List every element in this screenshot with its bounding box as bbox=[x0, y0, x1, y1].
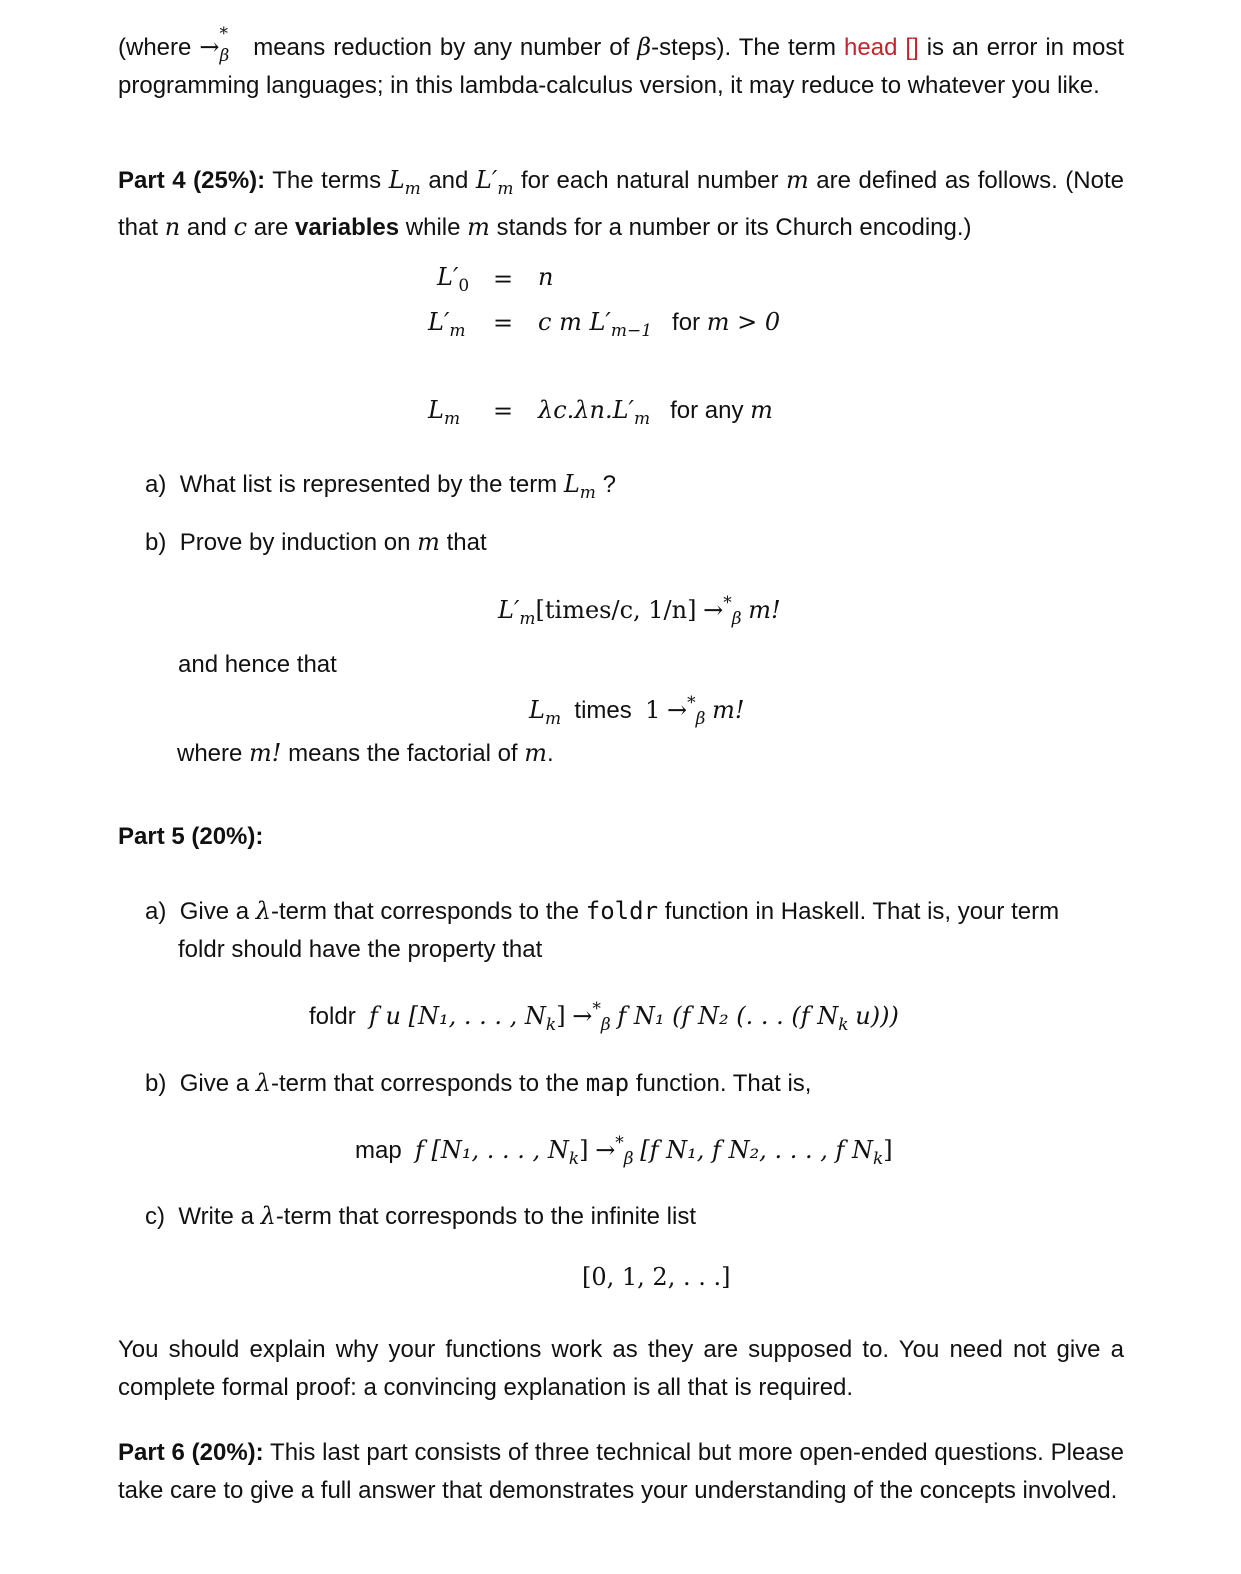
intro-paragraph: (where → * β means reduction by any number of β-steps). The term head [] is an error in most programming languages; in this lambda-calculus version, it may reduce to whatever you like. bbox=[118, 24, 1125, 99]
eq2-equals: = bbox=[493, 309, 514, 337]
part5-heading: Part 5 (20%): bbox=[118, 823, 264, 850]
eq2-lhs: $L'_m$ bbox=[428, 308, 466, 341]
part4-paragraph: Part 4 (25%): The terms $L_m$ and $L'_m$ for each natural number m are defined as follows. (Note that n and c are variables while m stands for a number or its Church encoding.) bbox=[118, 166, 1124, 241]
eq3-equals: = bbox=[493, 397, 514, 425]
eq1-lhs: $L'_0$ bbox=[437, 263, 470, 296]
factorial-definition: where m! means the factorial of m. bbox=[177, 739, 554, 767]
map-property-equation: map f [N₁, . . . , $N_k] \to^*_\beta$ [f N₁, f N₂, . . . , f $N_k$] bbox=[355, 1133, 893, 1169]
part4-question-a: a) What list is represented by the term $L_m$ ? bbox=[145, 470, 616, 503]
foldr-property-equation: foldr f u [N₁, . . . , $N_k] \to^*_\beta$ f N₁ (f N₂ (. . . (f $N_k$ u))) bbox=[309, 999, 899, 1035]
part5-explanation: You should explain why your functions work as they are supposed to. You need not give a complete formal proof: a convincing explanation is all that is required. bbox=[118, 1336, 1124, 1401]
part6-paragraph: Part 6 (20%): This last part consists of three technical but more open-ended questions. Please take care to give a full answer that demonstrates your understanding of the concepts involved. bbox=[118, 1439, 1124, 1504]
beta-reduction-arrow: → * β bbox=[199, 24, 230, 66]
head-empty-term: head [] bbox=[844, 34, 919, 61]
part4-heading: Part 4 (25%): bbox=[118, 167, 266, 194]
eq1-equals: = bbox=[493, 265, 514, 293]
eq3-lhs: $L_m$ bbox=[428, 396, 461, 429]
part6-heading: Part 6 (20%): bbox=[118, 1439, 264, 1466]
eq2-rhs: c m $L'_{m-1}$ for m > 0 bbox=[538, 308, 781, 341]
part5-question-a: a) Give a λ-term that corresponds to the foldr function in Haskell. That is, your term foldr should have the property that bbox=[145, 897, 1060, 963]
part4-question-b: b) Prove by induction on m that bbox=[145, 528, 487, 556]
and-hence-text: and hence that bbox=[178, 651, 337, 678]
part5-question-c: c) Write a λ-term that corresponds to the infinite list bbox=[145, 1202, 696, 1230]
infinite-list-equation: [0, 1, 2, . . .] bbox=[582, 1263, 731, 1291]
eq1-rhs: n bbox=[538, 263, 554, 291]
equation-lm-prime-substitution: $L'_m[times/c$, $1/n] \to^*_\beta$ m! bbox=[498, 593, 781, 629]
part5-question-b: b) Give a λ-term that corresponds to the map function. That is, bbox=[145, 1069, 812, 1097]
equation-lm-times-one: $L_m$ times $1 \to^*_\beta$ m! bbox=[529, 693, 745, 729]
eq3-rhs: $\lambda c.\lambda n.L'_m$ for any m bbox=[538, 396, 773, 429]
